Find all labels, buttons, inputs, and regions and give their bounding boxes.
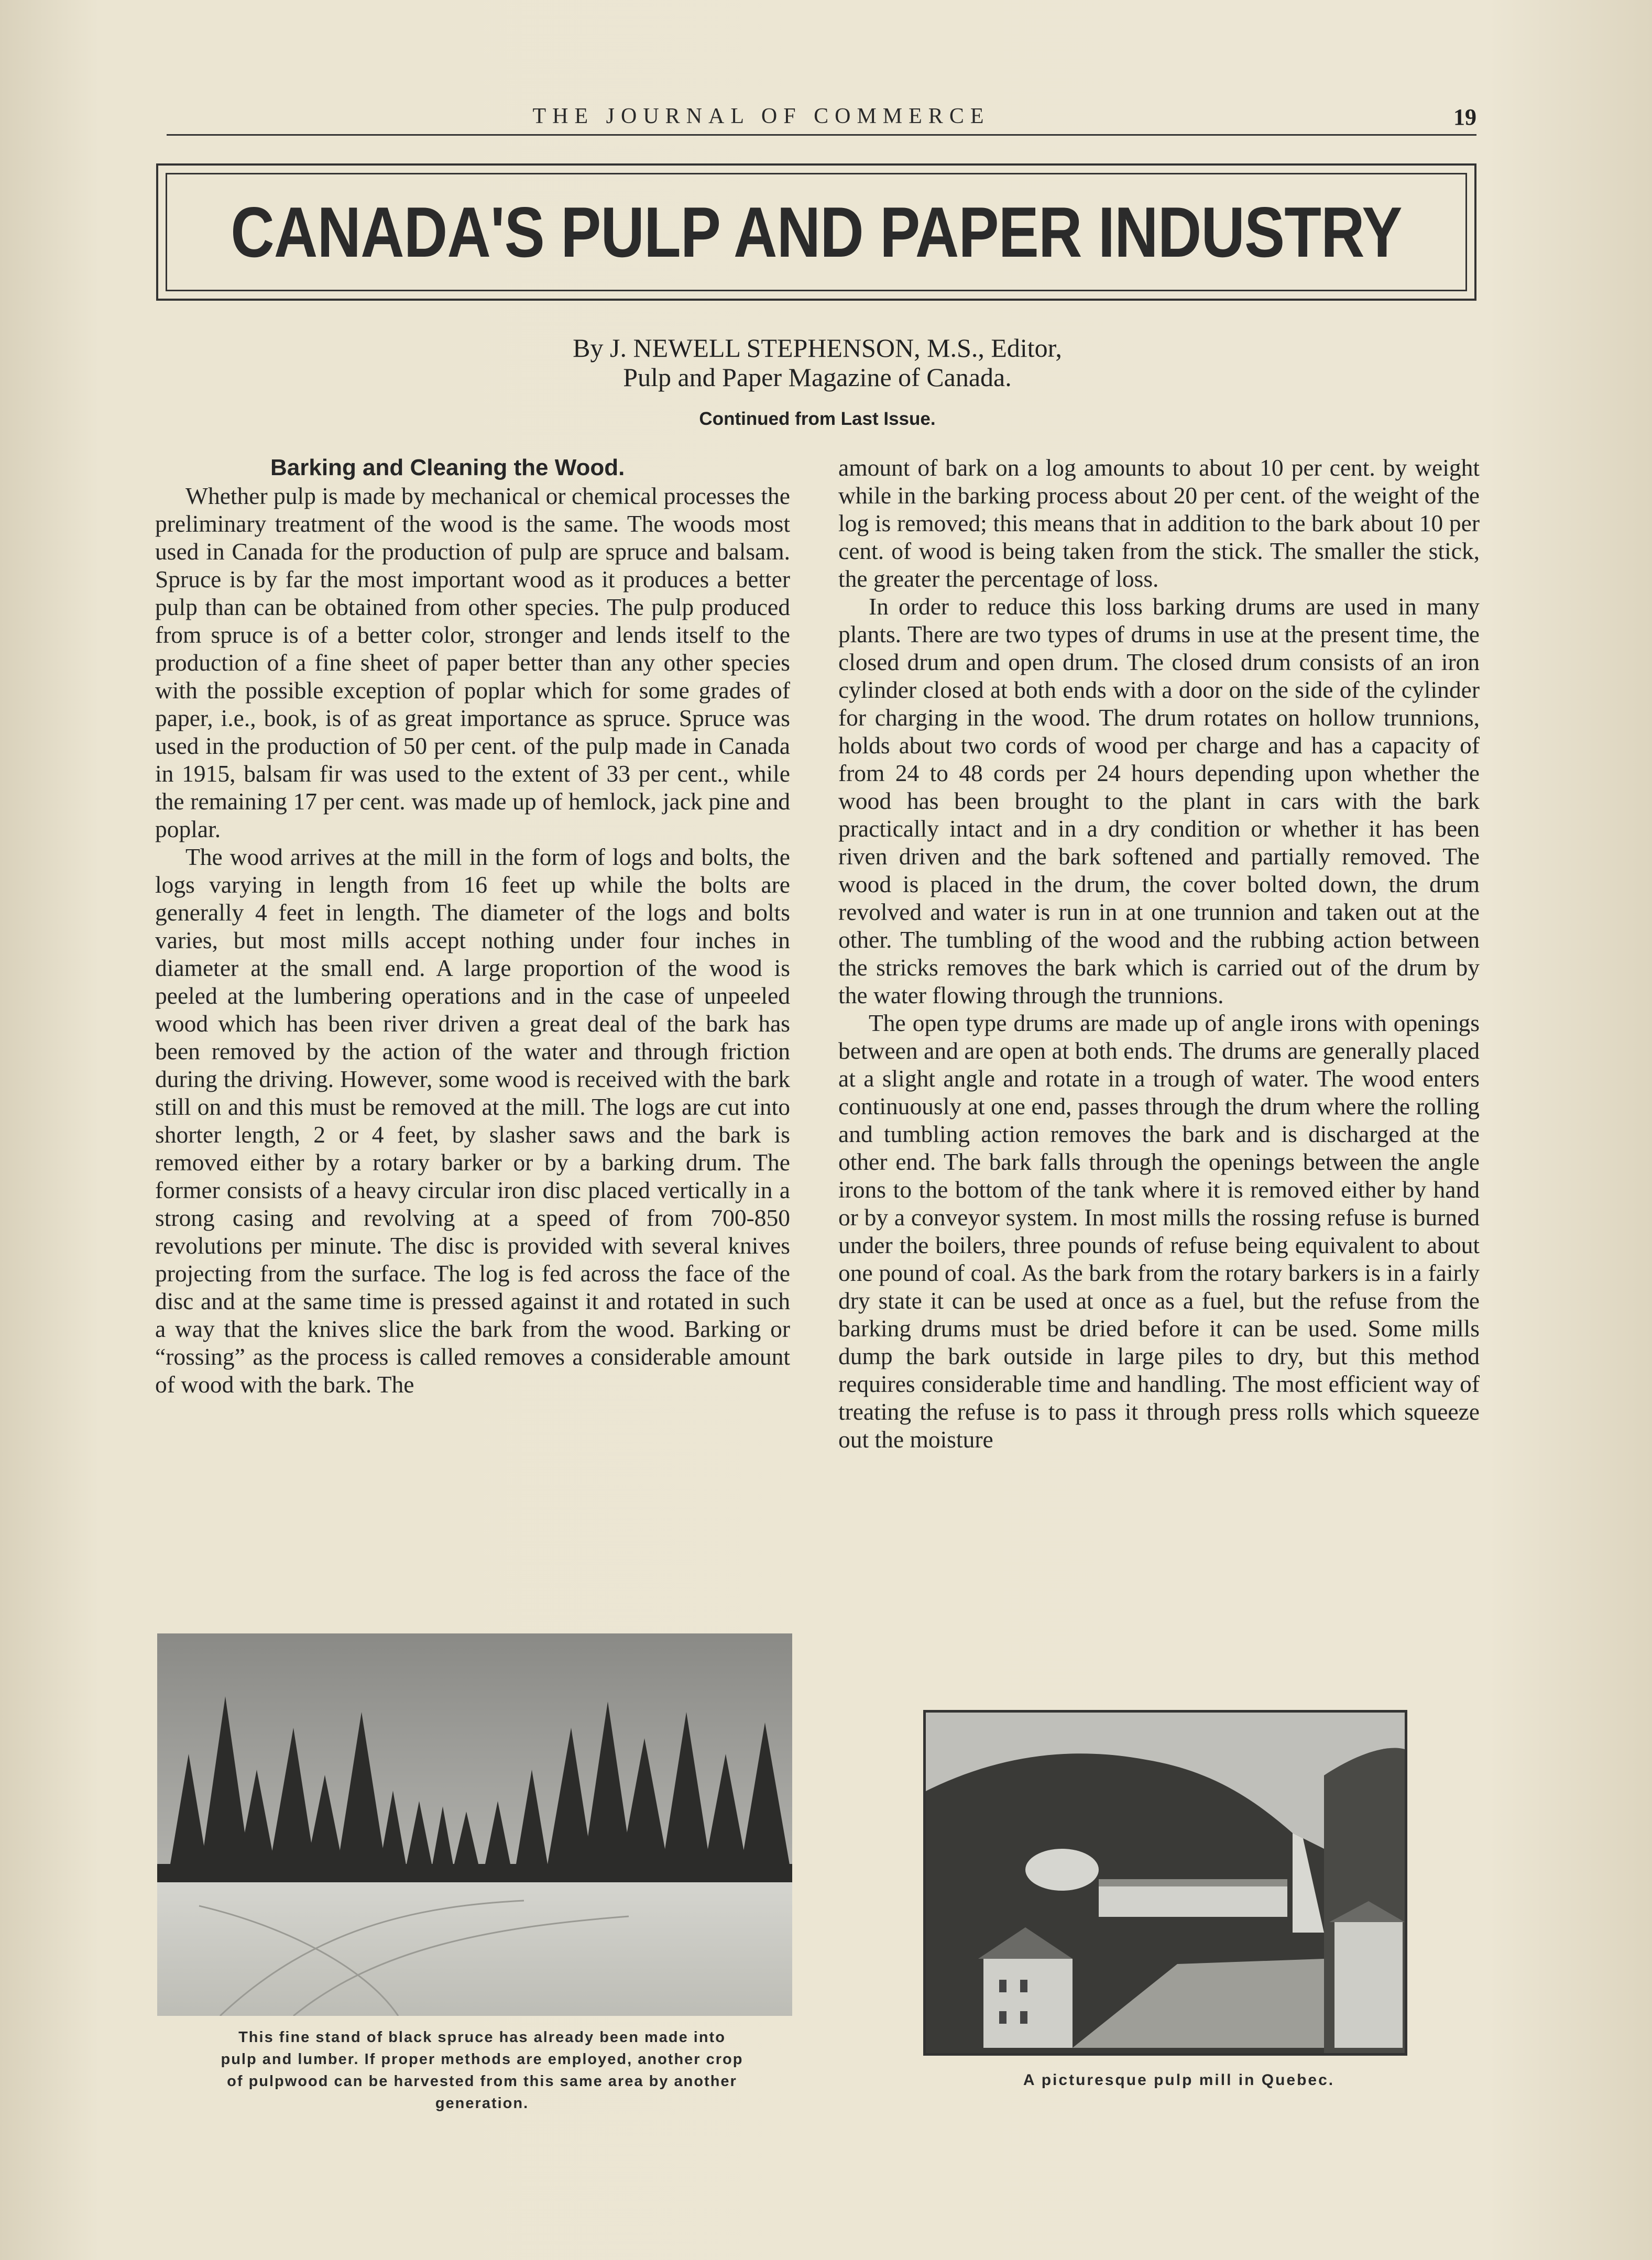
running-header: [167, 103, 1476, 136]
paragraph: In order to reduce this loss barking drums are used in many plants. There are two types of drums in use at the present time, the closed drum and open drum. The closed drum consists of an iron cylinder closed at both ends with a door on the side of the cylinder for charging in the wood. The drum rotates on hollow trunnions, holds about two cords of wood per charge and has a capacity of from 24 to 48 cords per 24 hours depending upon whether the wood has been brought to the plant in cars with the bark practically intact and in a dry condition or whether it has been riven driven and the bark softened and partially removed. The wood is placed in the drum, the cover bolted down, the drum revolved and water is run in at one trunnion and taken out at the other. The tumbling of the wood and the rubbing action between the stricks removes the bark which is carried out of the drum by the water flowing through the trunnions.: [838, 593, 1480, 1008]
paragraph: amount of bark on a log amounts to about 10 per cent. by weight while in the barking process about 20 per cent. of the weight of the log is removed; this means that in addition to the bark about 10 per cent. of wood is being taken from the stick. The smaller the stick, the greater the percentage of loss.: [838, 454, 1480, 592]
pulp-mill-caption: A picturesque pulp mill in Quebec.: [1023, 2071, 1335, 2089]
spruce-forest-photo: [157, 1633, 792, 2016]
article-title: CANADA'S PULP AND PAPER INDUSTRY: [231, 192, 1402, 272]
section-heading: Barking and Cleaning the Wood.: [270, 455, 625, 480]
journal-name: THE JOURNAL OF COMMERCE: [532, 104, 990, 128]
spruce-forest-image: [157, 1633, 792, 2016]
title-frame: [156, 163, 1476, 301]
continued-note: Continued from Last Issue.: [699, 409, 936, 429]
spruce-photo-caption: This fine stand of black spruce has already been made into pulp and lumber. If proper methods are employed, another crop of pulpwood can be harvested from this same area by another generation.: [221, 2029, 743, 2112]
byline-publication: Pulp and Paper Magazine of Canada.: [623, 363, 1012, 392]
paragraph: The wood arrives at the mill in the form of logs and bolts, the logs varying in length from 16 feet up while the bolts are generally 4 feet in length. The diameter of the logs and bolts varies, but most mills accept nothing under four inches in diameter at the small end. A large proportion of the wood is peeled at the lumbering operations and in the case of unpeeled wood which has been river driven a great deal of the bark has been removed by the action of the water and through friction during the driving. However, some wood is received with the bark still on and this must be removed at the mill. The logs are cut into shorter length, 2 or 4 feet, by slasher saws and the bark is removed either by a rotary barker or by a barking drum. The former consists of a heavy circular iron disc placed vertically in a strong casing and revolving at a speed of from 700-850 revolutions per minute. The disc is provided with several knives projecting from the surface. The log is fed across the face of the disc and at the same time is pressed against it and rotated in such a way that the knives slice the bark from the wood. Barking or “rossing” as the process is called removes a considerable amount of wood with the bark. The: [155, 843, 790, 1398]
pulp-mill-photo: [923, 1710, 1407, 2056]
byline: [367, 333, 1268, 392]
paragraph: Whether pulp is made by mechanical or chemical processes the preliminary treatment of the wood is the same. The woods most used in Canada for the production of pulp are spruce and balsam. Spruce is by far the most important wood as it produces a better pulp than can be obtained from other species. The pulp produced from spruce is of a better color, stronger and lends itself to the production of a fine sheet of paper better than any other species with the possible exception of poplar which for some grades of paper, i.e., book, is of as great importance as spruce. Spruce was used in the production of 50 per cent. of the pulp made in Canada in 1915, balsam fir was used to the extent of 33 per cent., while the remaining 17 per cent. was made up of hemlock, jack pine and poplar.: [155, 482, 790, 842]
paragraph: The open type drums are made up of angle irons with openings between and are open at both ends. The drums are generally placed at a slight angle and rotate in a trough of water. The wood enters continuously at one end, passes through the drum where the rolling and tumbling action removes the bark and is discharged at the other end. The bark falls through the openings between the angle irons to the bottom of the tank where it is removed either by hand or by a conveyor system. In most mills the rossing refuse is burned under the boilers, three pounds of refuse being equivalent to about one pound of coal. As the bark from the rotary barkers is in a fairly dry state it can be used at once as a fuel, but the refuse from the barking drums must be dried before it can be used. Some mills dump the bark outside in large piles to dry, but this method requires considerable time and handling. The most efficient way of treating the refuse is to pass it through press rolls which squeeze out the moisture: [838, 1010, 1480, 1453]
right-column: [838, 454, 1480, 1453]
page-number: 19: [1453, 104, 1476, 130]
title-inner-frame: [166, 173, 1467, 291]
pulp-mill-image: [926, 1713, 1405, 2053]
byline-author: By J. NEWELL STEPHENSON, M.S., Editor,: [573, 333, 1062, 363]
left-column: [155, 454, 790, 1398]
